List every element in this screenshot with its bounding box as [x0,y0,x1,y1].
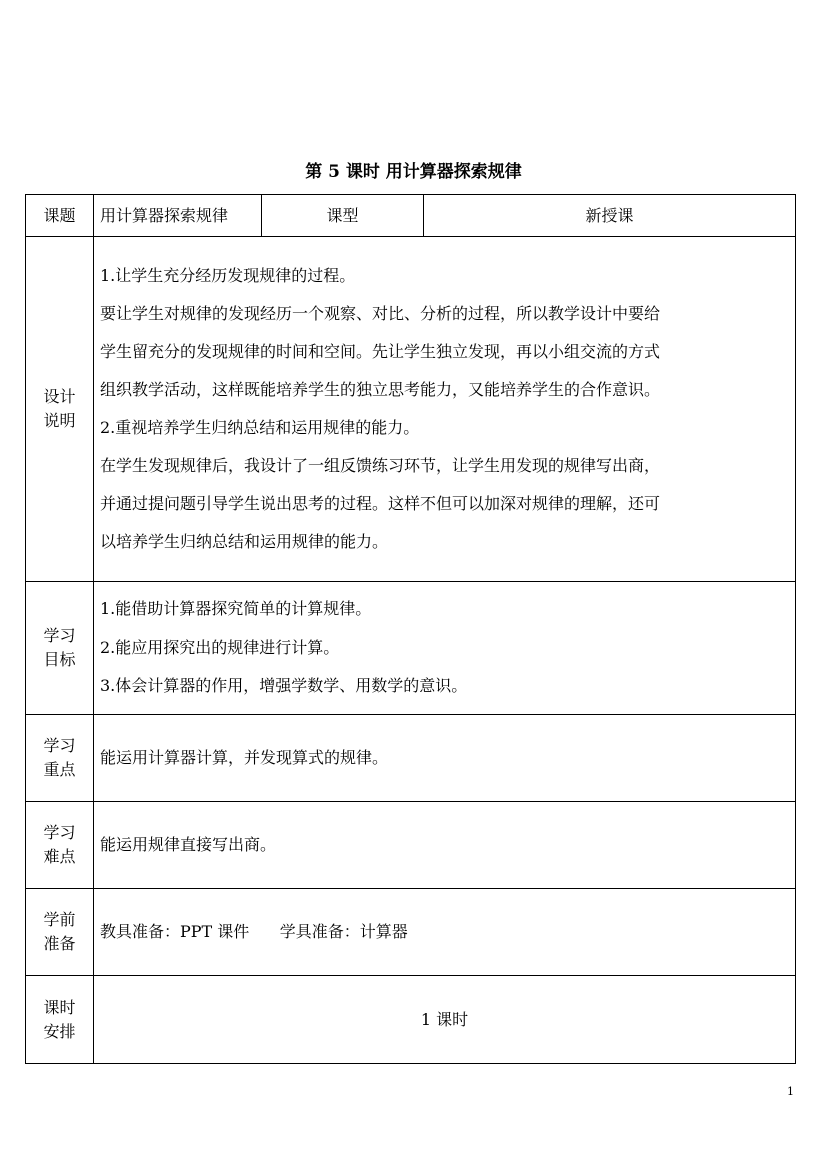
schedule-row [26,976,796,1064]
goal-item: 1.能借助计算器探究简单的计算规律。 [100,599,372,619]
schedule-label-line2: 安排 [43,1021,76,1041]
design-line: 1.让学生充分经历发现规律的过程。 [100,266,356,285]
design-line: 在学生发现规律后，我设计了一组反馈练习环节，让学生用发现的规律写出商， [100,456,661,475]
key-points-label [26,715,94,802]
key-points-row [26,715,796,802]
design-label-line1: 设计 [43,387,76,406]
preparation-row [26,889,796,976]
topic-row [26,195,796,237]
design-label [26,237,94,582]
goals-label-line1: 学习 [43,626,76,645]
goal-item: 3.体会计算器的作用，增强学数学、用数学的意识。 [100,676,468,696]
topic-label: 课题 [26,195,94,237]
design-line: 组织教学活动，这样既能培养学生的独立思考能力，又能培养学生的合作意识。 [100,380,661,399]
page-number: 1 [787,1085,794,1098]
type-value: 新授课 [424,195,796,237]
lesson-plan-table [25,194,796,1064]
goals-content [94,582,796,715]
design-label-line2: 说明 [43,411,76,430]
difficulties-row [26,802,796,889]
topic-value: 用计算器探索规律 [94,195,262,237]
schedule-label-line1: 课时 [43,997,76,1017]
key-points-text: 能运用计算器计算，并发现算式的规律。 [94,715,796,802]
schedule-text: 1 课时 [94,976,796,1064]
design-line: 2.重视培养学生归纳总结和运用规律的能力。 [100,418,420,437]
goals-label-line2: 目标 [43,650,76,669]
design-line: 并通过提问题引导学生说出思考的过程。这样不但可以加深对规律的理解，还可 [100,494,661,513]
difficulties-label-line1: 学习 [43,823,76,842]
preparation-label [26,889,94,976]
type-label: 课型 [262,195,424,237]
design-line: 要让学生对规律的发现经历一个观察、对比、分析的过程，所以教学设计中要给 [100,304,661,323]
goals-label [26,582,94,715]
goals-row [26,582,796,715]
preparation-label-line2: 准备 [43,934,76,953]
design-content [94,237,796,582]
design-row [26,237,796,582]
key-points-label-line2: 重点 [43,760,76,779]
design-line: 以培养学生归纳总结和运用规律的能力。 [100,532,389,551]
design-line: 学生留充分的发现规律的时间和空间。先让学生独立发现，再以小组交流的方式 [100,342,661,361]
difficulties-text: 能运用规律直接写出商。 [94,802,796,889]
schedule-label [26,976,94,1064]
difficulties-label [26,802,94,889]
key-points-label-line1: 学习 [43,736,76,755]
preparation-text [94,889,796,976]
preparation-label-line1: 学前 [43,910,76,929]
preparation-text-value: 教具准备：PPT 课件 学具准备：计算器 [100,922,408,941]
difficulties-label-line2: 难点 [43,847,76,866]
goal-item: 2.能应用探究出的规律进行计算。 [100,637,340,657]
page-title: 第 5 课时 用计算器探索规律 [305,162,522,182]
